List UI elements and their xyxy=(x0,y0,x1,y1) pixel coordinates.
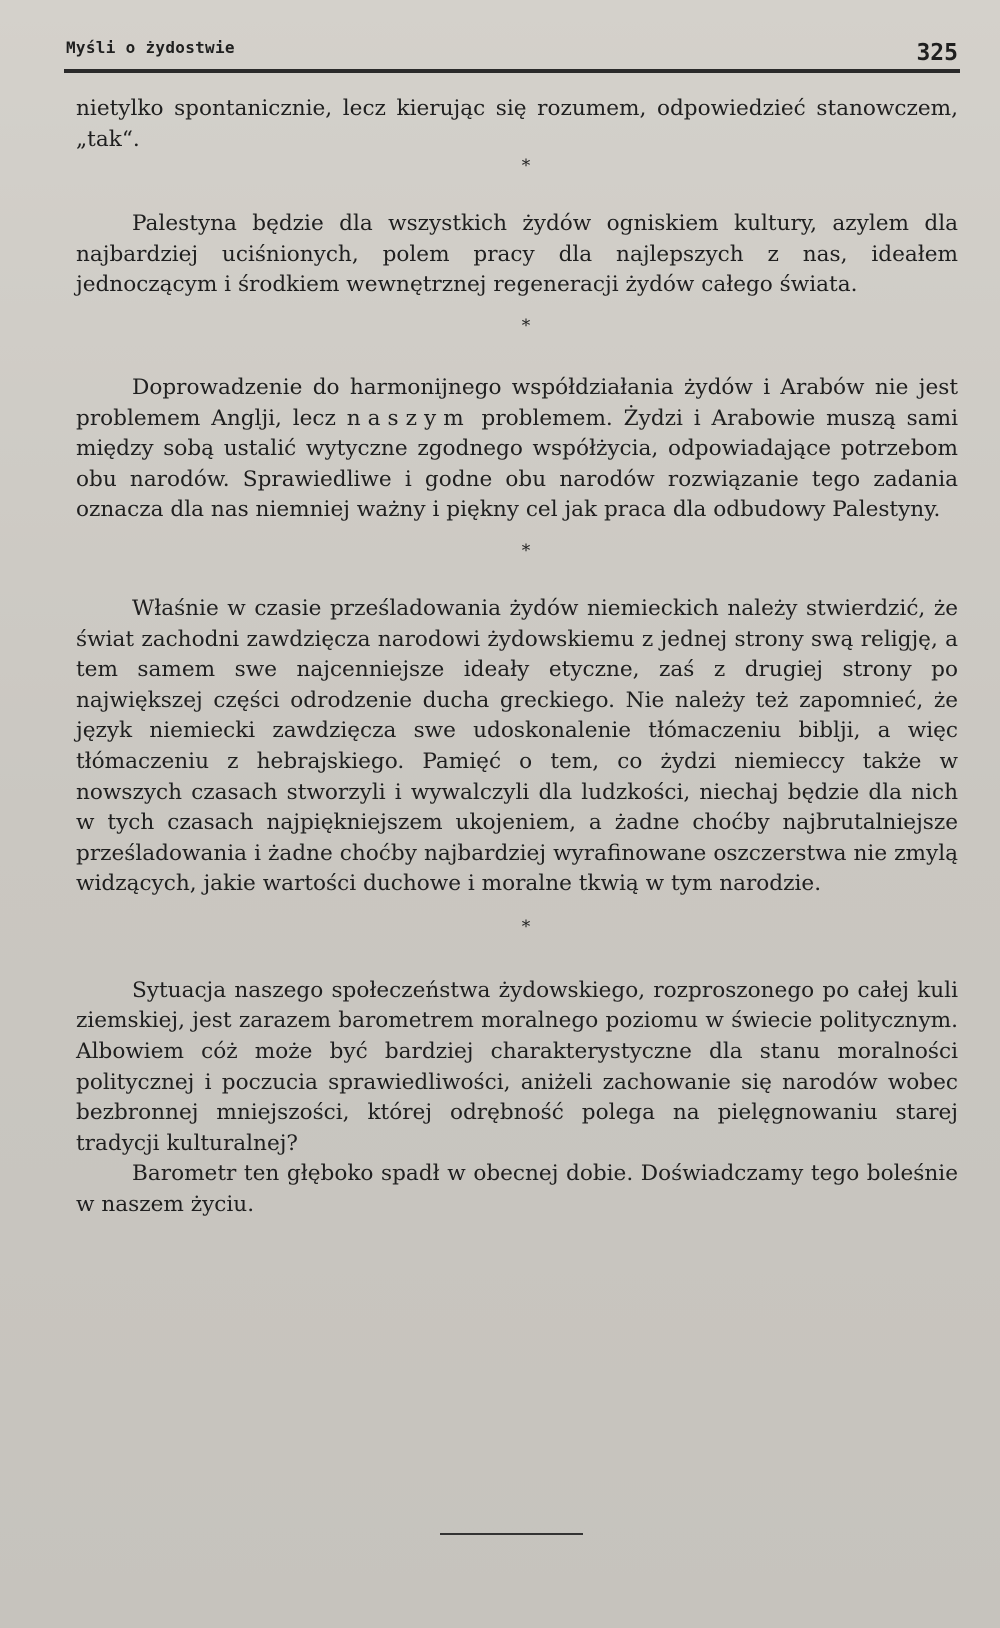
emphasized-word: naszym xyxy=(346,405,471,431)
footnote-rule xyxy=(440,1533,583,1535)
spacer xyxy=(76,177,958,209)
section-separator: * xyxy=(521,315,531,336)
paragraph-2: Palestyna będzie dla wszystkich żydów ogniskiem kultury, azylem dla najbardziej uciśnionych, polem pracy dla najlepszych z nas, ideałem jednoczącym i środkiem wewnętrznej regeneracji żydów całego świata. xyxy=(76,211,958,298)
spacer xyxy=(76,301,958,315)
page-number: 325 xyxy=(916,40,958,66)
paragraph-1: nietylko spontanicznie, lecz kierując się rozumem, odpowiedzieć stanowczem, „tak“. xyxy=(76,96,958,152)
spacer xyxy=(76,938,958,976)
running-title: Myśli o żydostwie xyxy=(66,38,235,57)
spacer xyxy=(76,562,958,594)
header-rule xyxy=(64,69,960,73)
section-separator: * xyxy=(521,540,531,561)
paragraph-5: Sytuacja naszego społeczeństwa żydowskiego, rozproszonego po całej kuli ziemskiej, jest zarazem barometrem moralnego poziomu w świecie politycznym. Albowiem cóż może być bardziej charakterystyczne dla stanu moralności politycznej i poczucia sprawiedliwości, aniżeli zachowanie się narodów wobec bezbronnej mniejszości, której odrębność polega na pielęgnowaniu starej tradycji kulturalnej? xyxy=(76,977,958,1156)
spacer xyxy=(76,526,958,540)
section-separator: * xyxy=(521,916,531,937)
paragraph-3-end: problemem. Żydzi i Arabowie muszą sami między sobą ustalić wytyczne zgodnego współżycia, odpowiadające potrzebom obu narodów. Sprawiedliwe i godne obu narodów rozwiązanie tego zadania oznacza dla nas niemniej ważny i piękny cel jak praca dla odbudowy Palestyny. xyxy=(76,405,959,523)
paragraph-4: Właśnie w czasie prześladowania żydów niemieckich należy stwierdzić, że świat zachodni zawdzięcza narodowi żydowskiemu z jednej strony swą religję, a tem samem swe najcenniejsze ideały etyczne, zaś z drugiej strony po największej części odrodzenie ducha greckiego. Nie należy też zapomnieć, że język niemiecki zawdzięcza swe udoskonalenie tłómaczeniu biblji, a więc tłómaczeniu z hebrajskiego. Pamięć o tem, co żydzi niemieccy także w nowszych czasach stworzyli i wywalczyli dla ludzkości, niechaj będzie dla nich w tych czasach najpiękniejszem ukojeniem, a żadne choćby najbrutalniejsze prześladowania i żadne choćby najbardziej wyrafinowane oszczerstwa nie zmylą widzących, jakie wartości duchowe i moralne tkwią w tym narodzie. xyxy=(76,595,958,897)
paragraph-3-start: Doprowadzenie do harmonijnego współdziałania żydów i Arabów nie jest problemem Anglji, lecz xyxy=(76,374,958,431)
spacer xyxy=(76,337,958,373)
spacer xyxy=(76,900,958,916)
paragraph-3 xyxy=(76,373,958,526)
body-text xyxy=(76,94,958,1221)
paragraph-6: Barometr ten głęboko spadł w obecnej dobie. Doświadczamy tego boleśnie w naszem życiu. xyxy=(76,1161,958,1218)
section-separator: * xyxy=(521,156,531,177)
